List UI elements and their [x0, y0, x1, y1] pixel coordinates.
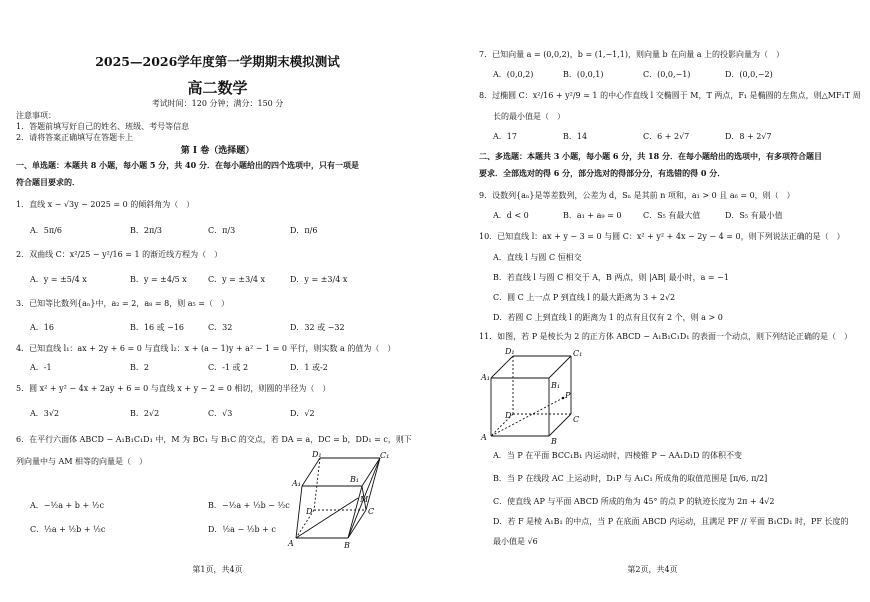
q11-label-c: C	[573, 415, 580, 424]
q1-option-d: D．π/6	[290, 226, 318, 235]
section1-line2: 符合题目要求的．	[16, 177, 80, 187]
note-2: 2．请将答案正确填写在答题卡上	[16, 133, 134, 142]
q11-label-a1: A₁	[481, 373, 490, 382]
q2-option-d: D．y = ±3/4 x	[290, 275, 348, 284]
q11-option-d-line2: 最小值是 √6	[493, 537, 538, 546]
q6-option-d: D．½a − ½b + c	[208, 525, 276, 534]
q8-option-d: D．8 + 2√7	[725, 132, 772, 141]
q6-stem-line1: 6．在平行六面体 ABCD − A₁B₁C₁D₁ 中，M 为 BC₁ 与 B₁C 的交点，若 DA = a，DC = b，DD₁ = c，则下	[16, 435, 412, 444]
q7-option-b: B．(0,0,1)	[563, 70, 604, 79]
q9-option-c: C．S₅ 有最大值	[643, 211, 701, 220]
q4-option-c: C．-1 或 2	[208, 363, 249, 372]
right-page	[435, 0, 870, 602]
q11-label-d: D	[505, 411, 512, 420]
q6-label-c1: C₁	[380, 451, 390, 460]
q11-option-d-line1: D．若 F 是棱 A₁B₁ 的中点，当 P 在底面 ABCD 内运动，且满足 PF // 平面 B₁CD₁ 时，PF 长度的	[493, 517, 849, 526]
q11-label-a: A	[481, 433, 487, 442]
q6-label-m: M	[360, 495, 369, 504]
q11-label-p: P	[565, 391, 571, 400]
q3-stem: 3．已知等比数列{aₙ}中，a₂ = 2，a₈ = 8，则 a₅ =（ ）	[16, 299, 229, 308]
right-footer: 第2页，共4页	[627, 565, 678, 574]
q11-label-b1: B₁	[551, 381, 561, 390]
q1-option-b: B．2π/3	[130, 226, 163, 235]
q6-option-b: B．−½a + ½b − ½c	[208, 501, 290, 510]
note-1: 1．答题前填写好自己的姓名、班级、考号等信息	[16, 122, 190, 131]
q11-cube-figure	[483, 348, 593, 444]
q6-stem-line2: 列向量中与 AM 相等的向量是（ ）	[16, 457, 148, 466]
volume-heading: 第 I 卷（选择题）	[180, 146, 255, 156]
q11-label-b: B	[551, 437, 557, 446]
q9-option-d: D．S₅ 有最小值	[725, 211, 783, 220]
q6-parallelepiped-figure	[288, 452, 388, 552]
q6-label-c: C	[368, 507, 375, 516]
q3-option-c: C．32	[208, 323, 233, 332]
q5-option-b: B．2√2	[130, 409, 160, 418]
q5-stem: 5．圆 x² + y² − 4x + 2ay + 6 = 0 与直线 x + y − 2 = 0 相切，则圆的半径为（ ）	[16, 384, 331, 393]
q9-stem: 9．设数列{aₙ}是等差数列，公差为 d，Sₙ 是其前 n 项和，a₁ > 0 且 a₆ = 0，则（ ）	[479, 191, 795, 200]
q11-stem: 11．如图，若 P 是棱长为 2 的正方体 ABCD − A₁B₁C₁D₁ 的表面一个动点，则下列结论正确的是（ ）	[479, 332, 853, 341]
q4-option-b: B．2	[130, 363, 149, 372]
q10-option-d: D．若圆 C 上到直线 l 的距离为 1 的点有且仅有 2 个，则 a > 0	[493, 313, 723, 322]
section2-line2: 要求．全部选对的得 6 分，部分选对的得部分分，有选错的得 0 分．	[479, 168, 726, 178]
q6-label-d1: D₁	[312, 450, 322, 459]
q5-option-c: C．√3	[208, 409, 233, 418]
q6-label-d: D	[306, 507, 313, 516]
q4-option-a: A．-1	[30, 363, 52, 372]
q7-option-c: C．(0,0,−1)	[643, 70, 691, 79]
q7-stem: 7．已知向量 a = (0,0,2)，b = (1,−1,1)，则向量 b 在向量 a 上的投影向量为（ ）	[479, 50, 785, 59]
q9-option-a: A．d < 0	[493, 211, 529, 220]
q6-option-c: C．½a + ½b + ½c	[30, 525, 106, 534]
q6-label-a1: A₁	[292, 479, 301, 488]
q7-option-d: D．(0,0,−2)	[725, 70, 773, 79]
q8-option-a: A．17	[493, 132, 517, 141]
q5-option-d: D．√2	[290, 409, 315, 418]
q6-label-b1: B₁	[350, 475, 360, 484]
q11-option-c: C．使直线 AP 与平面 ABCD 所成的角为 45° 的点 P 的轨迹长度为 2π + 4√2	[493, 497, 775, 506]
exam-title: 2025—2026学年度第一学期期末模拟测试	[95, 54, 340, 69]
q9-option-b: B．a₁ + a₉ = 0	[563, 211, 622, 220]
q2-option-c: C．y = ±3/4 x	[208, 275, 266, 284]
section2-line1: 二、多选题：本题共 3 小题，每小题 6 分，共 18 分．在每小题给出的选项中，有多项符合题目	[479, 151, 822, 161]
q8-option-c: C．6 + 2√7	[643, 132, 690, 141]
q3-option-a: A．16	[30, 323, 54, 332]
q8-option-b: B．14	[563, 132, 588, 141]
q5-option-a: A．3√2	[30, 409, 60, 418]
subject-title: 高二数学	[187, 79, 248, 97]
q8-stem-line1: 8．过椭圆 C：x²/16 + y²/9 = 1 的中心作直线 l 交椭圆于 M，T 两点，F₁ 是椭圆的左焦点，则△MF₁T 周	[479, 91, 861, 100]
q7-option-a: A．(0,0,2)	[493, 70, 534, 79]
q1-option-a: A．5π/6	[30, 226, 62, 235]
q6-option-a: A．−½a + b + ½c	[30, 501, 104, 510]
q10-option-a: A．直线 l 与圆 C 恒相交	[493, 253, 582, 262]
q10-option-c: C．圆 C 上一点 P 到直线 l 的最大距离为 3 + 2√2	[493, 293, 676, 302]
q11-label-c1: C₁	[573, 349, 583, 358]
q6-label-a: A	[288, 539, 294, 548]
q2-stem: 2．双曲线 C：x²/25 − y²/16 = 1 的渐近线方程为（ ）	[16, 250, 223, 259]
q6-label-b: B	[344, 541, 350, 550]
section1-line1: 一、单选题：本题共 8 小题，每小题 5 分，共 40 分．在每小题给出的四个选项中，只有一项是	[16, 160, 359, 170]
q3-option-d: D．32 或 −32	[290, 323, 345, 332]
q11-option-a: A．当 P 在平面 BCC₁B₁ 内运动时，四棱锥 P − AA₁D₁D 的体积不变	[493, 451, 742, 460]
q4-option-d: D．1 或-2	[290, 363, 328, 372]
q8-stem-line2: 长的最小值是（ ）	[493, 112, 565, 121]
q11-label-d1: D₁	[505, 347, 515, 356]
q2-option-a: A．y = ±5/4 x	[30, 275, 87, 284]
left-footer: 第1页，共4页	[192, 565, 243, 574]
q10-option-b: B．若直线 l 与圆 C 相交于 A，B 两点，则 |AB| 最小时，a = −1	[493, 273, 729, 282]
q10-stem: 10．已知直线 l：ax + y − 3 = 0 与圆 C：x² + y² + 4x − 2y − 4 = 0，则下列说法正确的是（ ）	[479, 232, 845, 241]
q2-option-b: B．y = ±4/5 x	[130, 275, 187, 284]
q1-option-c: C．π/3	[208, 226, 236, 235]
q1-stem: 1．直线 x − √3y − 2025 = 0 的倾斜角为（ ）	[16, 200, 195, 209]
exam-info: 考试时间：120 分钟；满分：150 分	[151, 99, 284, 108]
q11-option-b: B．当 P 在线段 AC 上运动时，D₁P 与 A₁C₁ 所成角的取值范围是 [π/6, π/2]	[493, 474, 768, 483]
q3-option-b: B．16 或 −16	[130, 323, 185, 332]
q4-stem: 4．已知直线 l₁：ax + 2y + 6 = 0 与直线 l₂：x + (a − 1)y + a² − 1 = 0 平行，则实数 a 的值为（ ）	[16, 344, 396, 353]
notes-heading: 注意事项：	[16, 111, 56, 120]
